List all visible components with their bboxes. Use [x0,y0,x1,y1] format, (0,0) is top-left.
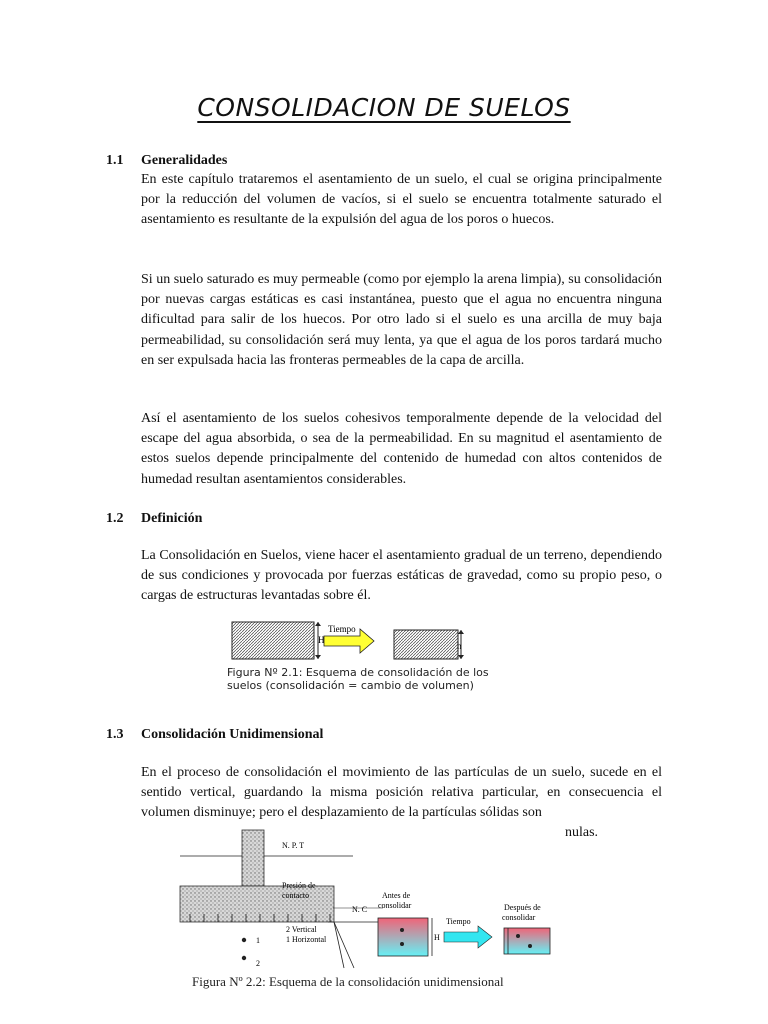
label-antes-2: consolidar [378,901,412,910]
section-heading-consolidacion-unidimensional [106,727,323,743]
label-presion-2: contacto [282,891,310,900]
figure-consolidation-scheme [224,614,489,696]
label-nc: N. C [352,905,368,914]
section-number: 1.2 [106,511,124,526]
figure-caption: Figura Nº 2.2: Esquema de la consolidación unidimensional [192,974,504,989]
label-vertical: 2 Vertical [286,925,317,934]
bullet-2: 2 [256,959,260,968]
section-number: 1.3 [106,727,124,742]
section-title: Consolidación Unidimensional [141,727,324,742]
label-despues-1: Después de [504,903,541,912]
label-presion-1: Presión de [282,881,316,890]
label-antes-1: Antes de [382,891,411,900]
paragraph: Si un suelo saturado es muy permeable (como por ejemplo la arena limpia), su consolidación por nuevas cargas estáticas es casi instantánea, puesto que el agua no encuentra ninguna dificultad para salir de los huecos. Por otro lado si el suelo es una arcilla de muy baja permeabilidad, su consolidación será muy lenta, ya que el agua de los poros tardará mucho en ser expulsada hacia las fronteras permeables de la capa de arcilla. [141,272,662,368]
paragraph: En el proceso de consolidación el movimiento de las partículas de un suelo, sucede en el sentido vertical, guardando la misma posición relativa particular, en consecuencia el volumen disminuye; pero el desplazamiento de la partículas sólidas son [141,765,662,821]
unidimensional-scheme-diagram [178,828,558,978]
label-npt: N. P. T [282,841,305,850]
section-number: 1.1 [106,153,124,168]
document-title: CONSOLIDACION DE SUELOS [197,93,571,122]
bullet-1: 1 [256,936,260,945]
label-horizontal: 1 Horizontal [286,935,327,944]
paragraph: En este capítulo trataremos el asentamiento de un suelo, el cual se origina principalmente por la reducción del volumen de vacíos, si el suelo se encuentra totalmente saturado el asentamiento es resultante de la expulsión del agua de los poros o huecos. [141,172,662,228]
label-tiempo: Tiempo [328,624,356,634]
section-title: Definición [141,511,203,526]
label-H: H [434,933,440,942]
figure-caption-line2: suelos (consolidación = cambio de volumen) [227,679,474,692]
paragraph: Así el asentamiento de los suelos cohesivos temporalmente depende de la velocidad del escape del agua absorbida, o sea de la permeabilidad. En su magnitud el asentamiento de estos suelos depende principalmente del contenido de humedad con altos contenidos de humedad resultan asentamientos considerables. [141,411,662,487]
label-despues-2: consolidar [502,913,536,922]
figure-caption-line1: Figura Nº 2.1: Esquema de consolidación de los [227,666,489,679]
label-H: H [318,635,325,645]
section-heading-definicion [106,511,202,527]
section-heading-generalidades [106,153,227,169]
figure-unidimensional-scheme [178,828,558,998]
paragraph-fragment: nulas. [565,825,599,840]
label-h: h [457,641,462,651]
section-title: Generalidades [141,153,228,168]
label-tiempo: Tiempo [446,917,471,926]
paragraph: La Consolidación en Suelos, viene hacer el asentamiento gradual de un terreno, dependiendo de sus condiciones y provocada por fuerzas estáticas de gravedad, como su propio peso, o cargas de estructuras levantadas sobre él. [141,548,662,604]
